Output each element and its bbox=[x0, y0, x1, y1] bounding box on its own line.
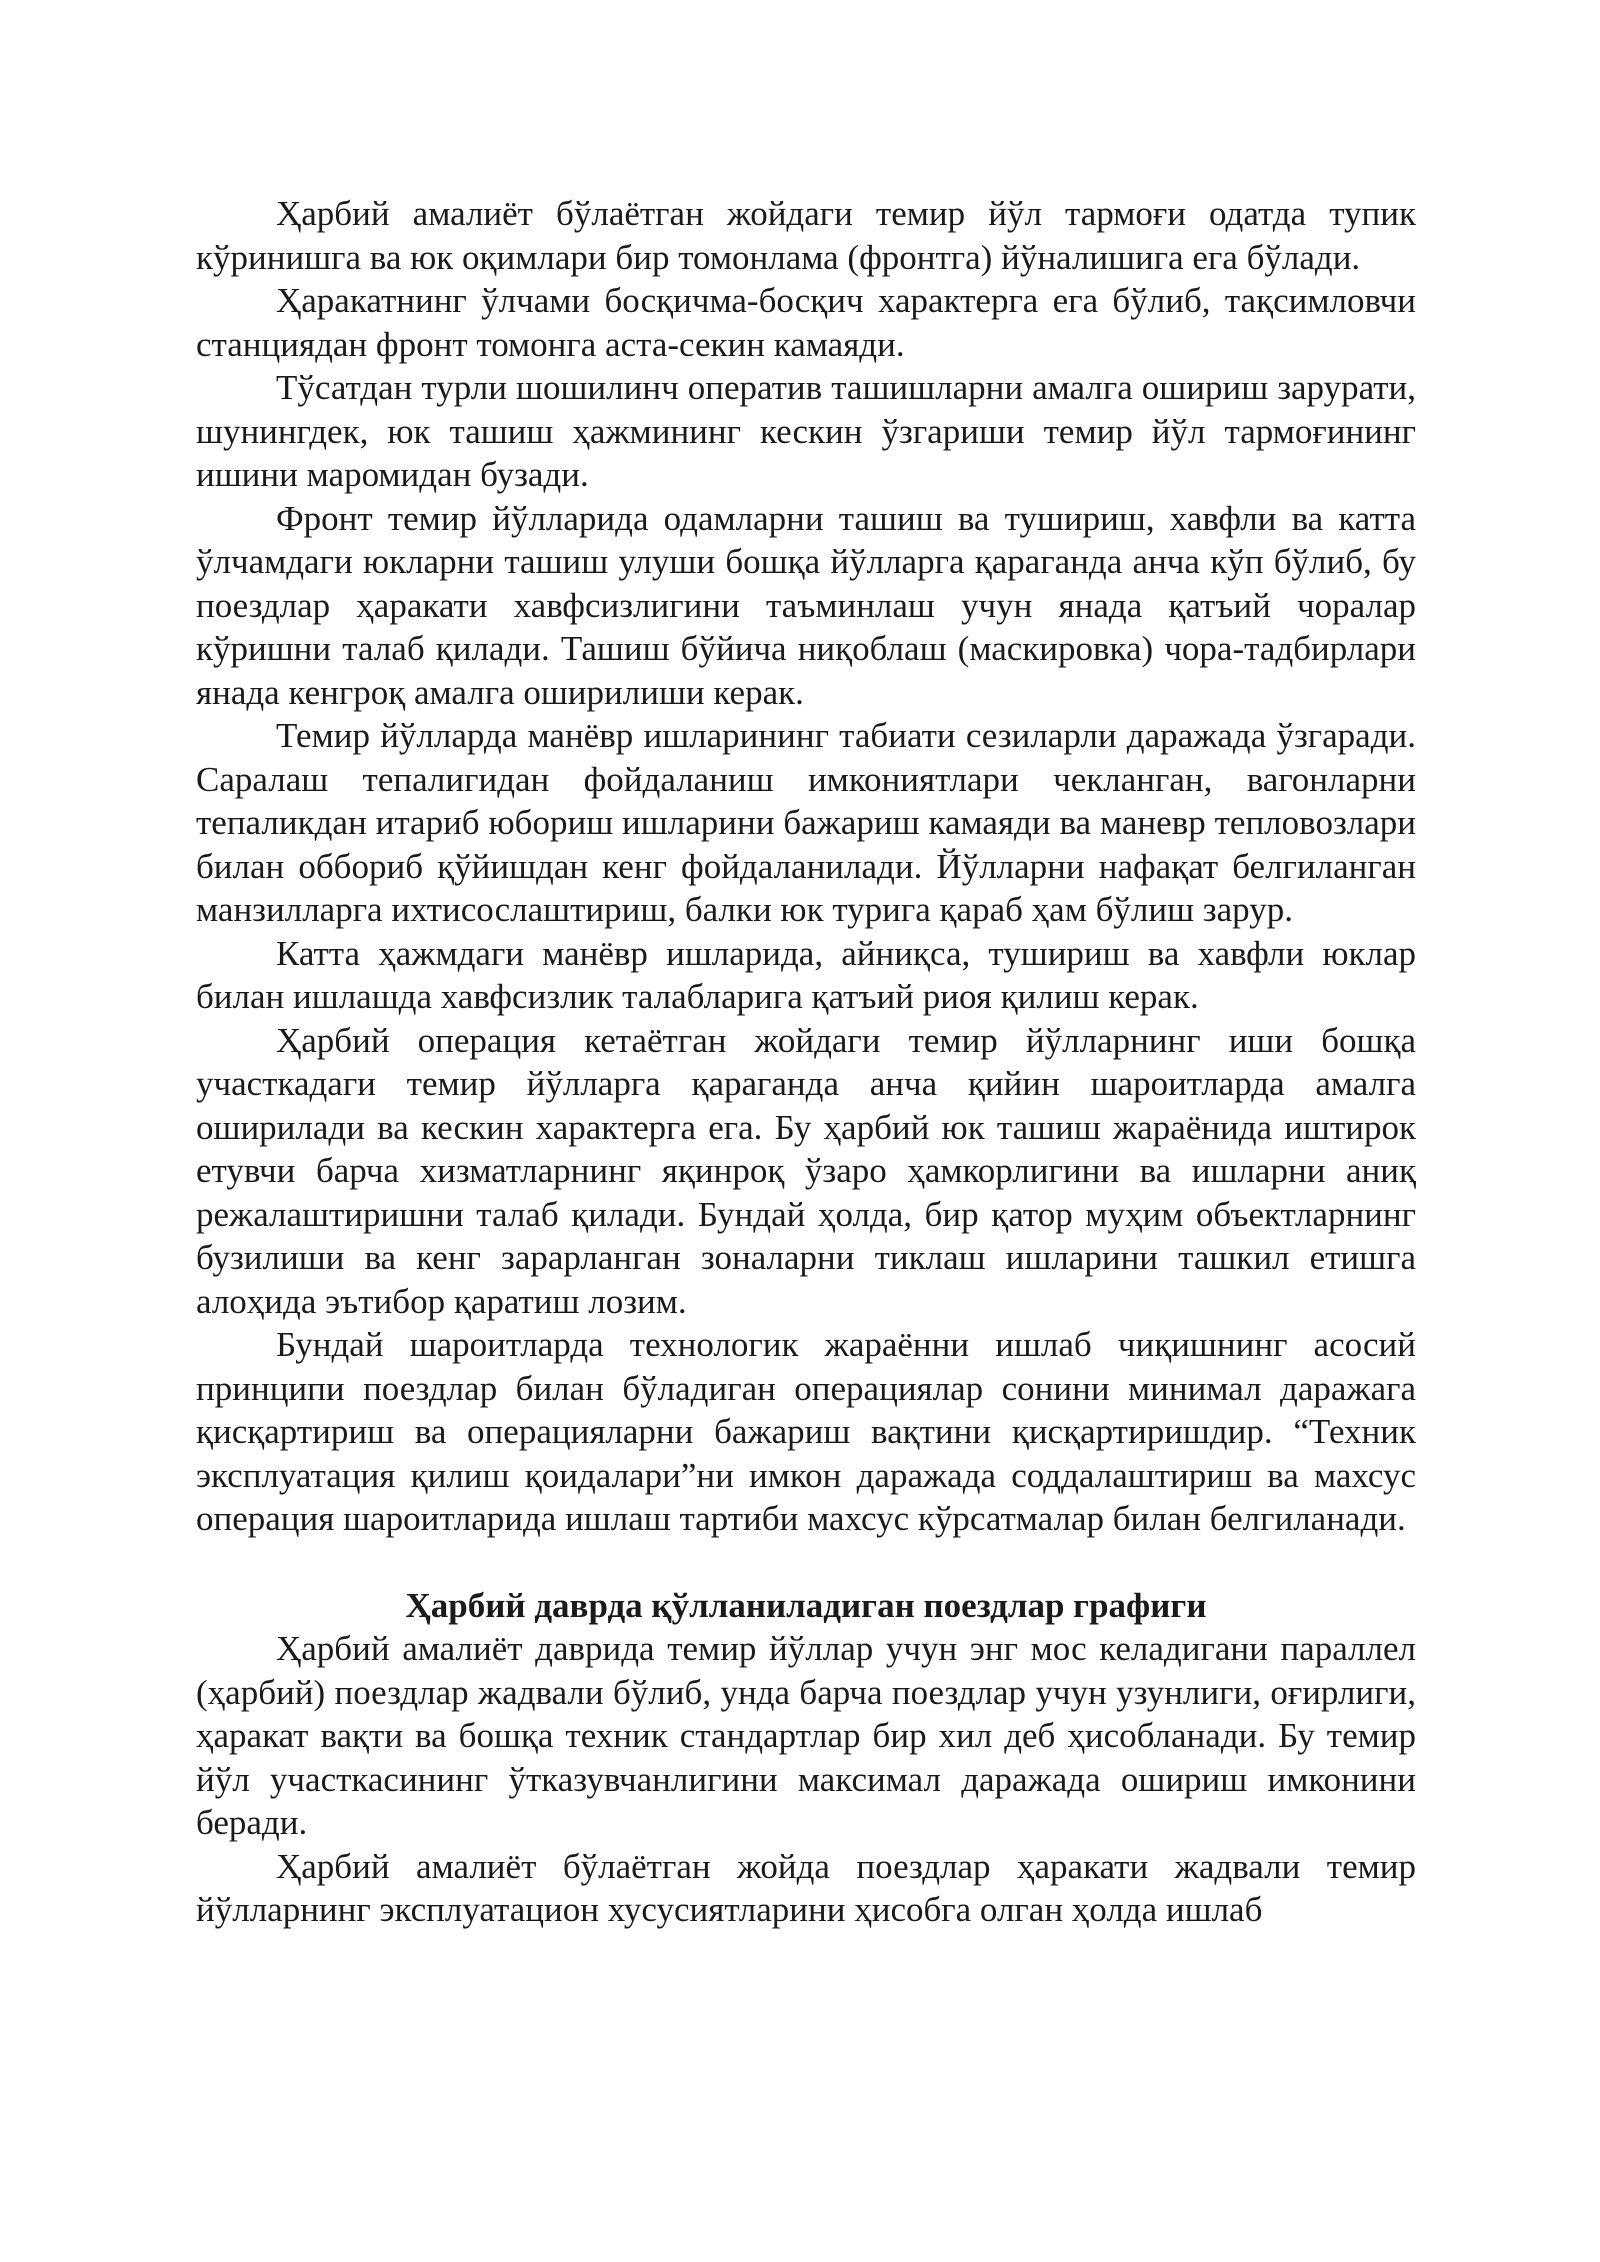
paragraph-3: Тўсатдан турли шошилинч оператив ташишларни амалга ошириш зарурати, шунингдек, юк ташиш ҳажмининг кескин ўзгариши темир йўл тармоғининг ишини маромидан бузади. bbox=[196, 368, 1416, 494]
paragraph-9: Ҳарбий амалиёт даврида темир йўллар учун энг мос келадигани параллел (ҳарбий) поездлар жадвали бўлиб, унда барча поездлар учун узунлиги, оғирлиги, ҳаракат вақти ва бошқа техник стандартлар бир хил деб ҳисобланади. Бу темир йўл участкасининг ўтказувчанлигини максимал даражада ошириш имконини беради. bbox=[196, 1629, 1416, 1842]
paragraph-5: Темир йўлларда манёвр ишларининг табиати сезиларли даражада ўзгаради. Саралаш тепалигидан фойдаланиш имкониятлари чекланган, вагонларни тепаликдан итариб юбориш ишларини бажариш камаяди ва маневр тепловозлари билан оббориб қўйишдан кенг фойдаланилади. Йўлларни нафақат белгиланган манзилларга ихтисослаштириш, балки юк турига қараб ҳам бўлиш зарур. bbox=[196, 716, 1416, 929]
paragraph-2: Ҳаракатнинг ўлчами босқичма-босқич характерга ега бўлиб, тақсимловчи станциядан фронт томонга аста-секин камаяди. bbox=[196, 281, 1416, 364]
paragraph-4: Фронт темир йўлларида одамларни ташиш ва тушириш, хавфли ва катта ўлчамдаги юкларни ташиш улуши бошқа йўлларга қараганда анча кўп бўлиб, бу поездлар ҳаракати хавфсизлигини таъминлаш учун янада қатъий чоралар кўришни талаб қилади. Ташиш бўйича ниқоблаш (маскировка) чора-тадбирлари янада кенгроқ амалга оширилиши керак. bbox=[196, 498, 1416, 712]
paragraph-10: Ҳарбий амалиёт бўлаётган жойда поездлар ҳаракати жадвали темир йўлларнинг эксплуатацион хусусиятларини ҳисобга олган ҳолда ишлаб bbox=[196, 1846, 1416, 1929]
document-page bbox=[196, 192, 1416, 1932]
section-heading: Ҳарбий даврда қўлланиладиган поездлар графиги bbox=[405, 1585, 1207, 1625]
paragraph-1: Ҳарбий амалиёт бўлаётган жойдаги темир йўл тармоғи одатда тупик кўринишга ва юк оқимлари бир томонлама (фронтга) йўналишига ега бўлади. bbox=[196, 194, 1416, 277]
paragraph-8: Бундай шароитларда технологик жараённи ишлаб чиқишнинг асосий принципи поездлар билан бўладиган операциялар сонини минимал даражага қисқартириш ва операцияларни бажариш вақтини қисқартиришдир. “Техник эксплуатация қилиш қоидалари”ни имкон даражада соддалаштириш ва махсус операция шароитларида ишлаш тартиби махсус кўрсатмалар билан белгиланади. bbox=[196, 1325, 1416, 1538]
paragraph-7: Ҳарбий операция кетаётган жойдаги темир йўлларнинг иши бошқа участкадаги темир йўлларга қараганда анча қийин шароитларда амалга оширилади ва кескин характерга ега. Бу ҳарбий юк ташиш жараёнида иштирок етувчи барча хизматларнинг яқинроқ ўзаро ҳамкорлигини ва ишларни аниқ режалаштиришни талаб қилади. Бундай ҳолда, бир қатор муҳим объектларнинг бузилиши ва кенг зарарланган зоналарни тиклаш ишларини ташкил етишга алоҳида эътибор қаратиш лозим. bbox=[196, 1020, 1416, 1321]
paragraph-6: Катта ҳажмдаги манёвр ишларида, айниқса, тушириш ва хавфли юклар билан ишлашда хавфсизлик талабларига қатъий риоя қилиш керак. bbox=[196, 933, 1416, 1016]
